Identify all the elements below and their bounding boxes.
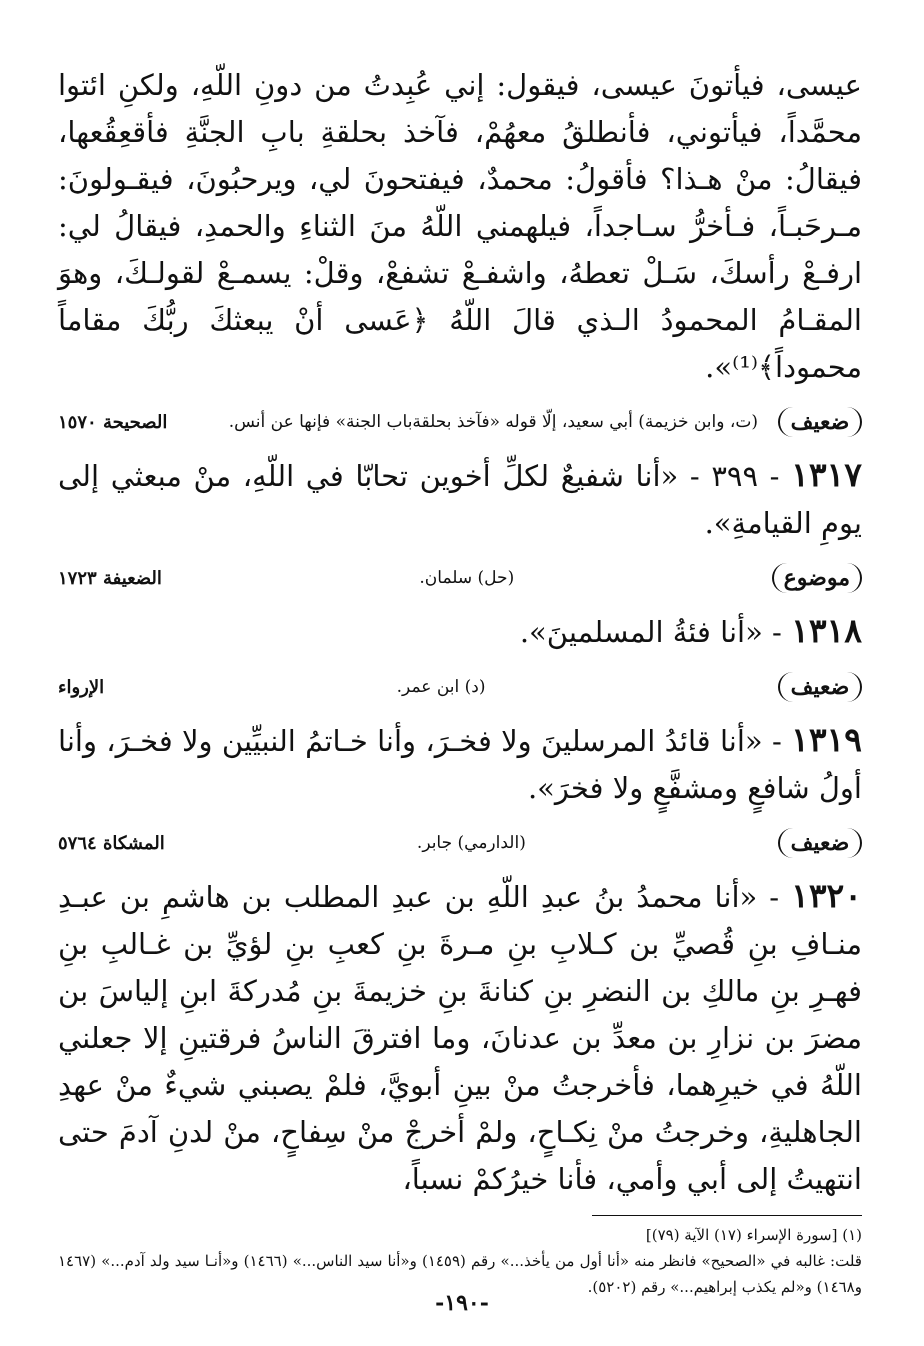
hadith-text: «أنا قائدُ المرسلينَ ولا فخـرَ، وأنا خـاتمُ النبيِّين ولا فخـرَ، وأنا أولُ شافعٍ ومشفَّعٍ ولا فخرَ». [58,724,862,805]
source-attribution: (ت، وابن خزيمة) أبي سعيد، إلّا قوله «فآخذ بحلقةباب الجنة» فإنها عن أنس. [228,412,758,432]
grade-label: موضوع [772,563,862,593]
source-attribution: (حل) سلمان. [419,568,515,588]
grade-row [58,820,862,866]
source-attribution: (الدارمي) جابر. [416,833,526,853]
hadith-number: ١٣١٧ [791,455,863,494]
grade-row [58,664,862,710]
grade-row [58,555,862,601]
footnote-divider [592,1215,862,1216]
hadith-entry: ١٣١٨ - «أنا فئةُ المسلمينَ». [519,611,862,650]
source-attribution: (د) ابن عمر. [396,677,486,697]
hadith-text: «أنا محمدُ بنُ عبدِ اللّهِ بن عبدِ المطلب بن هاشمِ بن عبـدِ منـافِ بنِ قُصيِّ بن كـلابِ بنِ مـرةَ بنِ كعبِ بنِ لؤيِّ بن غـالبِ بنِ فهـرِ بنِ مالكِ بن النضرِ بنِ كنانةَ بنِ خزيمةَ بنِ مُدركةَ ابنِ إلياسَ بن مضرَ بن نزارِ بن معدِّ بن عدنانَ، وما افترقَ الناسُ فرقتينِ إلا جعلني اللّهُ في خيرِهما، فأخرجتُ منْ بينِ أبويَّ، فلمْ يصبني شيءٌ منْ عهدِ الجاهليةِ، وخرجتُ منْ نِكـاحٍ، ولمْ أخرجْ منْ سِفاحٍ، منْ لدنِ آدمَ حتى انتهيتُ إلى أبي وأمي، فأنا خيرُكمْ نسباً، [58,880,862,1196]
grade-label: ضعيف [778,828,862,858]
intro-paragraph: عيسى، فيأتونَ عيسى، فيقول: إني عُبِدتُ من دونِ اللّهِ، ولكنِ ائتوا محمَّداً، فيأتوني، فأنطلقُ معهُمْ، فآخذ بحلقةِ بابِ الجنَّةِ فأقعِقُعها، فيقالُ: منْ هـذا؟ فأقولُ: محمدٌ، فيفتحونَ لي، ويرحبُونَ، فيقـولونَ: مـرحَبـاً، فـأخرُّ سـاجداً، فيلهمني اللّهُ منَ الثناءِ والحمدِ، فيقالُ لي: ارفـعْ رأسكَ، سَـلْ تعطهُ، واشفـعْ تشفعْ، وقلْ: يسمـعْ لقولـكَ، وهوَ المقـامُ المحمودُ الـذي قالَ اللّهُ ﴿عَسى أنْ يبعثكَ ربُّكَ مقاماً محموداً﴾⁽¹⁾». [58,68,862,384]
footnote-1: (١) [سورة الإسراء (١٧) الآية (٧٩)] [645,1226,862,1244]
reference: الإرواء [58,676,105,698]
reference: الضعيفة ١٧٢٣ [58,567,162,589]
hadith-entry: ١٣١٧ - ٣٩٩ - «أنا شفيعٌ لكلِّ أخوين تحابّا في اللّهِ، منْ مبعثي إلى يومِ القيامةِ». [58,455,863,540]
hadith-number: ١٣١٨ [791,611,862,650]
footnote-note: قلت: غالبه في «الصحيح» فانظر منه «أنا أول من يأخذ...» رقم (١٤٥٩) و«أنا سيد الناس...» (١٤٦٦) و«أنـا سيد ولد آدم...» (١٤٦٧ و١٤٦٨) و«لم يكذب إبراهيم...» رقم (٥٢٠٢). [58,1252,862,1296]
reference: الصحيحة ١٥٧٠ [58,411,168,433]
page-number: -١٩٠- [435,1290,489,1316]
hadith-entry: ١٣٢٠ - «أنا محمدُ بنُ عبدِ اللّهِ بن عبدِ المطلب بن هاشمِ بن عبـدِ منـافِ بنِ قُصيِّ بن كـلابِ بنِ مـرةَ بنِ كعبِ بنِ لؤيِّ بن غـالبِ بنِ فهـرِ بنِ مالكِ بن النضرِ بنِ كنانةَ بنِ خزيمةَ بنِ مُدركةَ ابنِ إلياسَ بن مضرَ بن نزارِ بن معدِّ بن عدنانَ، وما افترقَ الناسُ فرقتينِ إلا جعلني اللّهُ في خيرِهما، فأخرجتُ منْ بينِ أبويَّ، فلمْ يصبني شيءٌ منْ عهدِ الجاهليةِ، وخرجتُ منْ نِكـاحٍ، ولمْ أخرجْ منْ سِفاحٍ، منْ لدنِ آدمَ حتى انتهيتُ إلى أبي وأمي، فأنا خيرُكمْ نسباً، [58,876,862,1196]
hadith-sub-number: ٣٩٩ [711,459,759,493]
grade-row-intro [58,399,862,445]
reference: المشكاة ٥٧٦٤ [58,832,165,854]
hadith-text: «أنا فئةُ المسلمينَ». [519,615,763,649]
hadith-entry: ١٣١٩ - «أنا قائدُ المرسلينَ ولا فخـرَ، وأنا خـاتمُ النبيِّين ولا فخـرَ، وأنا أولُ شافعٍ ومشفَّعٍ ولا فخرَ». [58,720,862,805]
grade-label: ضعيف [778,672,862,702]
grade-label: ضعيف [778,407,862,437]
hadith-number: ١٣٢٠ [791,876,862,915]
hadith-text: «أنا شفيعٌ لكلِّ أخوين تحابّا في اللّهِ، منْ مبعثي إلى يومِ القيامةِ». [58,459,862,540]
hadith-number: ١٣١٩ [791,720,862,759]
